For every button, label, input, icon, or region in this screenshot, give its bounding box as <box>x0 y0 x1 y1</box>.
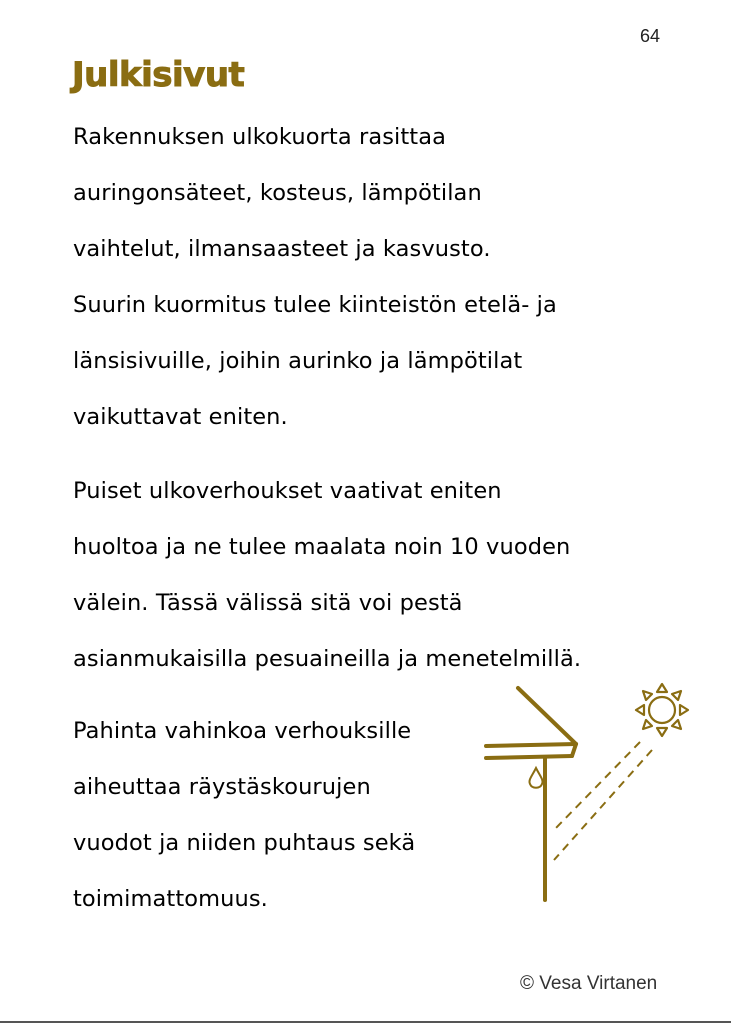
paragraph-1-line-5: länsisivuille, joihin aurinko ja lämpötilat <box>73 348 523 374</box>
paragraph-1-line-2: auringonsäteet, kosteus, lämpötilan <box>73 180 482 206</box>
roof-eave-icon <box>486 688 576 900</box>
sun-icon <box>636 684 688 736</box>
page-title: Julkisivut <box>72 55 245 95</box>
paragraph-3-line-2: aiheuttaa räystäskourujen <box>73 774 371 800</box>
paragraph-2-line-1: Puiset ulkoverhoukset vaativat eniten <box>73 478 502 504</box>
paragraph-2-line-2: huoltoa ja ne tulee maalata noin 10 vuoden <box>73 534 571 560</box>
copyright-notice: © Vesa Virtanen <box>520 973 658 994</box>
sun-rays-icon <box>554 742 652 860</box>
paragraph-2-line-3: välein. Tässä välissä sitä voi pestä <box>73 590 463 616</box>
paragraph-3-line-1: Pahinta vahinkoa verhouksille <box>73 718 412 744</box>
paragraph-3-line-3: vuodot ja niiden puhtaus sekä <box>73 830 416 856</box>
page-number: 64 <box>640 26 661 46</box>
paragraph-3-line-4: toimimattomuus. <box>73 886 268 912</box>
roof-eave-illustration <box>470 680 710 910</box>
paragraph-1-line-3: vaihtelut, ilmansaasteet ja kasvusto. <box>73 236 491 262</box>
paragraph-1-line-4: Suurin kuormitus tulee kiinteistön etelä- ja <box>73 292 557 318</box>
paragraph-1-line-6: vaikuttavat eniten. <box>73 404 288 430</box>
paragraph-1-line-1: Rakennuksen ulkokuorta rasittaa <box>73 124 446 150</box>
water-drop-icon <box>529 768 542 788</box>
paragraph-2-line-4: asianmukaisilla pesuaineilla ja menetelmillä. <box>73 646 582 672</box>
